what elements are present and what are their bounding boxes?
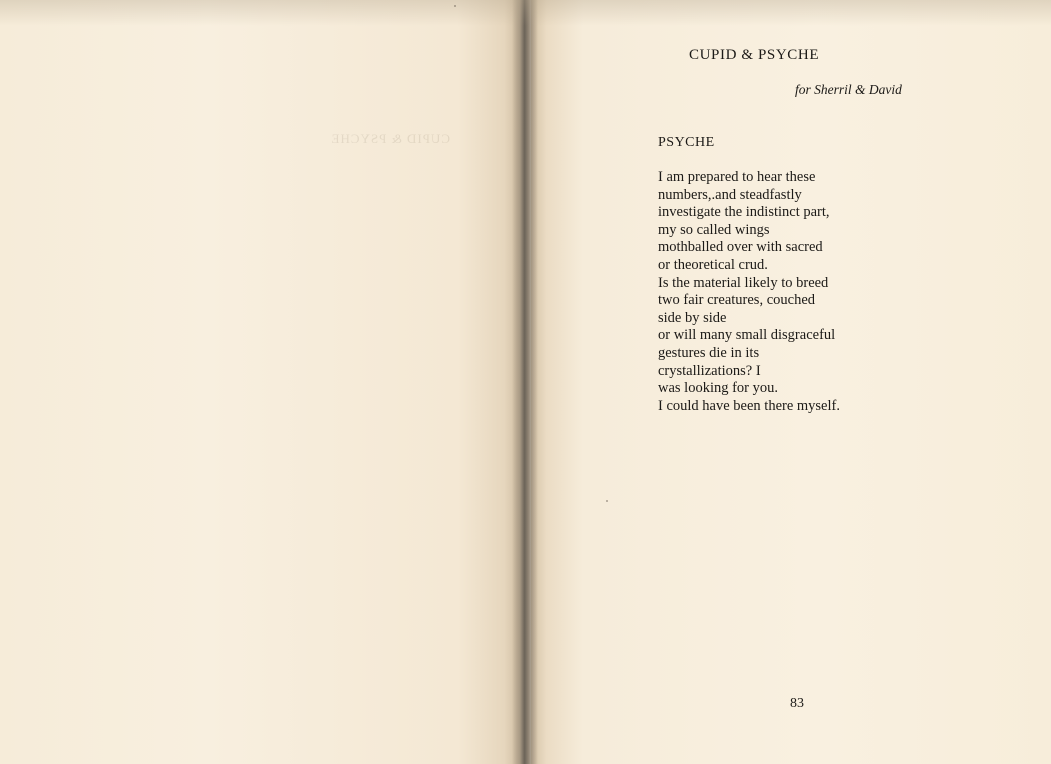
poem-line: crystallizations? I [658, 362, 761, 379]
page-title: CUPID & PSYCHE [689, 47, 820, 63]
poem-line: side by side [658, 309, 727, 326]
page-number: 83 [790, 696, 804, 711]
poem-line: investigate the indistinct part, [658, 204, 830, 221]
poem-line: mothballed over with sacred [658, 239, 823, 256]
dedication: for Sherril & David [795, 82, 902, 97]
top-shadow [0, 0, 1051, 26]
poem-line: or theoretical crud. [658, 256, 768, 273]
poem-line: I am prepared to hear these [658, 169, 816, 185]
paper-speck [454, 5, 456, 7]
paper-speck [606, 500, 608, 502]
poem-line: was looking for you. [658, 380, 779, 397]
show-through-text [150, 130, 450, 157]
poem-line: my so called wings [658, 221, 770, 238]
show-through-title: CUPID & PSYCHE [330, 131, 450, 146]
poem-line: gestures die in its [658, 344, 760, 361]
poem-line: numbers,.and steadfastly [658, 186, 802, 203]
poem-line: I could have been there myself. [658, 397, 840, 414]
section-heading: PSYCHE [658, 135, 715, 150]
poem-line: or will many small disgraceful [658, 327, 836, 344]
book-gutter [512, 0, 538, 764]
left-page [0, 0, 520, 764]
poem-line: Is the material likely to breed [658, 274, 829, 291]
poem-line: two fair creatures, couched [658, 292, 816, 309]
poem [658, 169, 918, 415]
